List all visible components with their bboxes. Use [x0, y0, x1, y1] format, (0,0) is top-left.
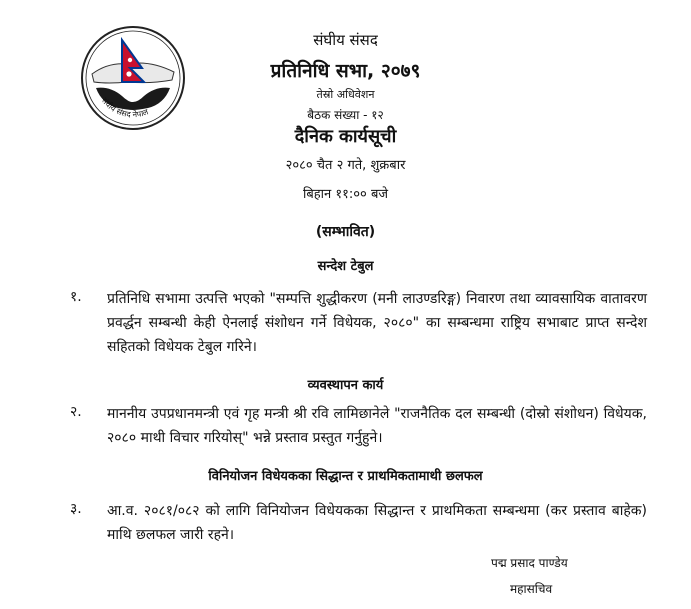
logo-caption: संघीय संसद नेपाल: [99, 96, 150, 120]
signatory-name: पद्म प्रसाद पाण्डेय: [491, 556, 568, 570]
section-heading-message-table: सन्देश टेबुल: [317, 259, 374, 274]
agenda-item-text: प्रतिनिधि सभामा उत्पत्ति भएको "सम्पत्ति शुद्धीकरण (मनी लाउण्डरिङ्ग) निवारण तथा व्यावसायिक वातावरण प्रवर्द्धन सम्बन्धी केही ऐनलाई संशोधन गर्ने विधेयक, २०८०" का सम्बन्धमा राष्ट्रिय सभाबाट प्राप्त सन्देश सहितको विधेयक टेबुल गरिने।: [107, 291, 647, 355]
meeting-time: बिहान ११:०० बजे: [302, 187, 389, 202]
page-title: दैनिक कार्यसूची: [294, 126, 397, 147]
probable-label: (सम्भावित): [315, 224, 376, 240]
organization-name: संघीय संसद: [313, 31, 378, 49]
session-label: तेस्रो अधिवेशन: [316, 88, 375, 101]
signatory-title: महासचिव: [510, 582, 553, 596]
section-heading-appropriation: विनियोजन विधेयकका सिद्धान्त र प्राथमिकतामाथी छलफल: [208, 469, 483, 484]
item-number: १.: [70, 289, 82, 305]
meeting-number: बैठक संख्या - १२: [307, 108, 384, 122]
agenda-item-text: माननीय उपप्रधानमन्त्री एवं गृह मन्त्री श्री रवि लामिछानेले "राजनैतिक दल सम्बन्धी (दोस्रो संशोधन) विधेयक, २०८० माथी विचार गरियोस्" भन्ने प्रस्ताव प्रस्तुत गर्नुहुने।: [107, 406, 647, 446]
section-heading-legislation: व्यवस्थापन कार्य: [307, 378, 384, 393]
agenda-item-text: आ.व. २०८१/०८२ को लागि विनियोजन विधेयकका सिद्धान्त र प्राथमिकता सम्बन्धमा (कर प्रस्ताव बाहेक) माथि छलफल जारी रहने।: [107, 503, 647, 543]
item-number: ३.: [70, 501, 82, 517]
item-number: २.: [70, 404, 82, 420]
meeting-date: २०८० चैत २ गते, शुक्रबार: [285, 158, 406, 173]
house-title: प्रतिनिधि सभा, २०७९: [270, 60, 421, 82]
